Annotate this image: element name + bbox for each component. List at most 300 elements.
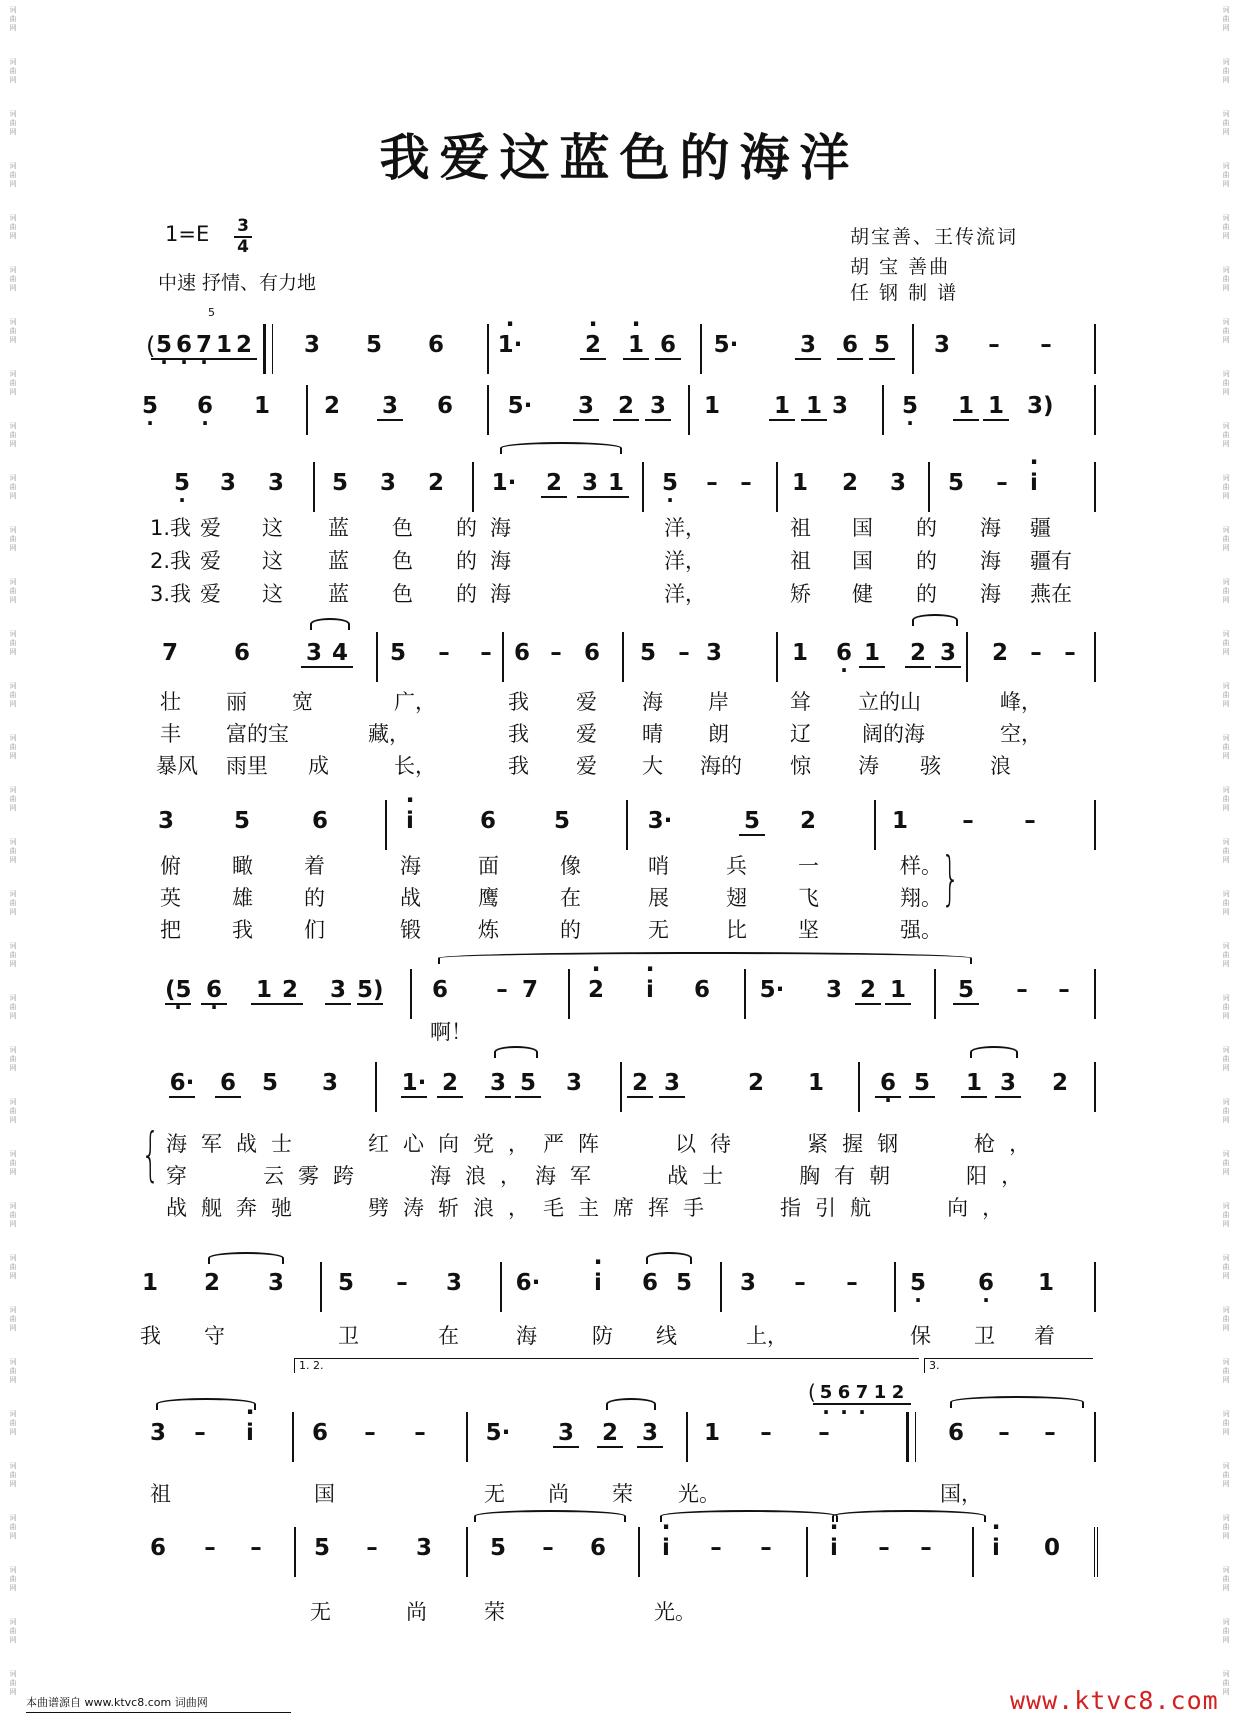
note: 2 xyxy=(231,332,257,360)
lyric-row9: 尚 xyxy=(548,1482,569,1506)
barline xyxy=(806,1527,808,1577)
note: – xyxy=(1016,977,1028,1003)
note: – xyxy=(878,1535,890,1561)
watermark-char: 曲 xyxy=(9,1471,17,1479)
watermark-char: 曲 xyxy=(9,847,17,855)
watermark-char: 词 xyxy=(1222,1306,1230,1314)
note: 3 xyxy=(573,393,599,421)
note: 3 xyxy=(553,1420,579,1448)
barline xyxy=(500,1262,502,1312)
note: – xyxy=(794,1270,806,1296)
watermark-char: 网 xyxy=(9,388,17,396)
slur xyxy=(310,618,350,630)
score-row xyxy=(0,393,1239,433)
note: – xyxy=(678,640,690,666)
watermark-char: 曲 xyxy=(1222,223,1230,231)
lyric-verse2: 洋， xyxy=(664,549,706,573)
watermark-char: 曲 xyxy=(9,535,17,543)
barline xyxy=(776,632,778,682)
watermark-char: 曲 xyxy=(1222,587,1230,595)
note: 2 xyxy=(905,640,931,668)
watermark-char: 曲 xyxy=(9,951,17,959)
barline xyxy=(487,324,489,374)
note: 2 xyxy=(627,1070,653,1098)
watermark-char: 词 xyxy=(9,474,17,482)
note: – xyxy=(996,470,1008,496)
time-signature xyxy=(234,218,252,256)
slur xyxy=(474,1510,626,1522)
lyric-verse3: 强。 xyxy=(900,918,942,942)
barline xyxy=(882,385,884,435)
note: 5 xyxy=(261,1070,278,1096)
note: 6 xyxy=(655,332,681,360)
watermark-char: 词 xyxy=(9,370,17,378)
lyric-verse3: 爱 xyxy=(576,754,597,778)
note: 3 xyxy=(739,1270,756,1296)
note: 1 xyxy=(251,977,277,1005)
note: 3 xyxy=(379,470,396,496)
watermark-char: 词 xyxy=(9,318,17,326)
barline xyxy=(487,385,489,435)
arranger-credit: 任 钢 制 谱 xyxy=(850,282,959,304)
watermark-char: 曲 xyxy=(9,1367,17,1375)
note: 6 · xyxy=(201,977,227,1005)
lyric-verse3: 的 xyxy=(456,582,477,606)
lyric-verse2: 藏， xyxy=(368,722,410,746)
lyric-row10: 无 xyxy=(310,1600,331,1624)
lyric-row9: 无 xyxy=(484,1482,505,1506)
lyric-row9: 国， xyxy=(940,1482,982,1506)
lyric-verse1: 爱 xyxy=(200,516,221,540)
note: – xyxy=(396,1270,408,1296)
lyric-verse1: 疆 xyxy=(1030,516,1051,540)
watermark-char: 曲 xyxy=(9,1107,17,1115)
watermark-char: 网 xyxy=(1222,180,1230,188)
lyric-verse3: 色 xyxy=(392,582,413,606)
watermark-char: 网 xyxy=(9,1168,17,1176)
note: 1 xyxy=(141,1270,158,1296)
time-top: 3 xyxy=(237,216,249,236)
watermark-char: 曲 xyxy=(1222,1471,1230,1479)
note: 1 xyxy=(791,470,808,496)
watermark-char: 曲 xyxy=(1222,1107,1230,1115)
note: 7 xyxy=(521,977,538,1003)
watermark-char: 词 xyxy=(1222,214,1230,222)
lyric-verse2: 丰 xyxy=(160,722,181,746)
watermark-char: 词 xyxy=(9,1098,17,1106)
watermark-char: 曲 xyxy=(9,379,17,387)
note: 5 · xyxy=(151,332,177,360)
barline xyxy=(776,462,778,512)
watermark-char: 词 xyxy=(1222,630,1230,638)
lyric-verse1: 的 xyxy=(916,516,937,540)
note: 1 xyxy=(703,393,720,419)
lyric-verse2: 国 xyxy=(852,549,873,573)
lyric-verse1: 壮 xyxy=(160,690,181,714)
watermark-char: 曲 xyxy=(9,795,17,803)
watermark-char: 词 xyxy=(9,578,17,586)
watermark-char: 网 xyxy=(9,1376,17,1384)
note: 5 xyxy=(331,470,348,496)
watermark-char: 网 xyxy=(9,1220,17,1228)
watermark-char: 词 xyxy=(1222,266,1230,274)
note: · 1 xyxy=(623,332,649,360)
watermark-char: 词 xyxy=(9,1046,17,1054)
watermark-char: 网 xyxy=(9,960,17,968)
note: 4 xyxy=(327,640,353,668)
lyric-verse2: 穿 云雾跨 海浪，海军 战士 胸有朝 阳， xyxy=(166,1164,1037,1188)
watermark-char: 网 xyxy=(1222,1168,1230,1176)
watermark-char: 网 xyxy=(1222,856,1230,864)
note: 5· xyxy=(485,1420,511,1446)
note: 5 xyxy=(337,1270,354,1296)
watermark-char: 词 xyxy=(1222,1150,1230,1158)
note: 6 xyxy=(693,977,710,1003)
watermark-char: 曲 xyxy=(9,691,17,699)
barline xyxy=(720,1262,722,1312)
note: · i xyxy=(637,977,663,1003)
watermark-char: 曲 xyxy=(1222,1367,1230,1375)
note: 7 · xyxy=(191,332,217,360)
note: 6 xyxy=(311,808,328,834)
watermark-char: 词 xyxy=(1222,786,1230,794)
watermark-char: 曲 xyxy=(1222,379,1230,387)
lyric-row8: 上， xyxy=(746,1324,788,1348)
lyric-verse1: 祖 xyxy=(790,516,811,540)
ah-lyric: 啊！ xyxy=(430,1020,472,1044)
lyric-verse3: 大 xyxy=(642,754,663,778)
watermark-char: 词 xyxy=(9,1462,17,1470)
watermark-char: 网 xyxy=(1222,544,1230,552)
barline xyxy=(934,969,936,1019)
watermark-char: 网 xyxy=(9,336,17,344)
repeat-sign xyxy=(263,324,273,374)
watermark-char: 网 xyxy=(1222,76,1230,84)
note: · i xyxy=(237,1420,263,1446)
note: 1 xyxy=(807,1070,824,1096)
watermark-char: 网 xyxy=(9,1532,17,1540)
lyric-verse1: 岸 xyxy=(708,690,729,714)
slur xyxy=(156,1398,256,1410)
note: – xyxy=(706,470,718,496)
watermark-char: 网 xyxy=(1222,804,1230,812)
note: 3 xyxy=(889,470,906,496)
lyric-verse1: 像 xyxy=(560,854,581,878)
watermark-char: 词 xyxy=(1222,1410,1230,1418)
watermark-char: 网 xyxy=(9,76,17,84)
note: 5 xyxy=(739,808,765,836)
watermark-char: 词 xyxy=(1222,1098,1230,1106)
note: 1 xyxy=(1037,1270,1054,1296)
watermark-char: 词 xyxy=(9,682,17,690)
lyric-row8: 海 xyxy=(516,1324,537,1348)
note: 3 xyxy=(267,1270,284,1296)
lyric-row10: 荣 xyxy=(484,1600,505,1624)
watermark-char: 曲 xyxy=(9,1055,17,1063)
note: · i xyxy=(983,1535,1009,1561)
note: 5 xyxy=(515,1070,541,1098)
barline xyxy=(700,324,702,374)
lyric-verse3: 3.我 xyxy=(150,582,192,606)
lyric-verse2: 这 xyxy=(262,549,283,573)
note: 1 xyxy=(891,808,908,834)
watermark-char: 曲 xyxy=(9,1159,17,1167)
lyric-verse1: 海 xyxy=(980,516,1001,540)
lyric-verse3: 炼 xyxy=(478,918,499,942)
note: 6 xyxy=(311,1420,328,1446)
watermark-char: 网 xyxy=(9,1584,17,1592)
barline xyxy=(1094,1527,1102,1577)
watermark-char: 网 xyxy=(9,232,17,240)
barline xyxy=(626,800,628,850)
barline xyxy=(688,385,690,435)
watermark-char: 曲 xyxy=(1222,1575,1230,1583)
watermark-char: 网 xyxy=(9,24,17,32)
lyric-verse2: 空， xyxy=(1000,722,1042,746)
lyric-verse1: 海 xyxy=(490,516,511,540)
barline xyxy=(294,1527,296,1577)
watermark-char: 词 xyxy=(1222,682,1230,690)
score-row xyxy=(0,1070,1239,1110)
watermark-char: 曲 xyxy=(1222,1159,1230,1167)
song-title: 我爱这蓝色的海洋 xyxy=(379,128,860,187)
watermark-char: 网 xyxy=(1222,1636,1230,1644)
watermark-char: 曲 xyxy=(9,171,17,179)
lyric-verse1: 俯 xyxy=(160,854,181,878)
watermark-char: 网 xyxy=(9,1064,17,1072)
note: – xyxy=(818,1420,830,1446)
lyric-row9: 光。 xyxy=(678,1482,720,1506)
watermark-char: 网 xyxy=(1222,128,1230,136)
watermark-char: 词 xyxy=(1222,370,1230,378)
note: – xyxy=(194,1420,206,1446)
watermark-char: 词 xyxy=(9,630,17,638)
lyric-verse3: 暴风 xyxy=(156,754,198,778)
note: 6 xyxy=(589,1535,606,1561)
note: 1 xyxy=(961,1070,987,1098)
lyric-verse3: 骇 xyxy=(920,754,941,778)
note: 5 xyxy=(365,332,382,358)
slur xyxy=(832,1510,986,1522)
watermark-char: 网 xyxy=(1222,1532,1230,1540)
lyric-verse2: 我 xyxy=(508,722,529,746)
barline xyxy=(686,1412,688,1462)
lyric-verse3: 洋， xyxy=(664,582,706,606)
lyric-verse2: 富的宝 xyxy=(226,722,289,746)
lyric-verse3: 爱 xyxy=(200,582,221,606)
barline xyxy=(375,1062,377,1112)
watermark-char: 词 xyxy=(1222,162,1230,170)
watermark-char: 曲 xyxy=(1222,1523,1230,1531)
slur xyxy=(500,442,622,454)
lyric-verse2: 飞 xyxy=(798,886,819,910)
barline xyxy=(313,462,315,512)
watermark-char: 曲 xyxy=(1222,483,1230,491)
score-row xyxy=(0,306,1239,372)
note: 6 xyxy=(947,1420,964,1446)
barline xyxy=(912,324,914,374)
note: 3 xyxy=(995,1070,1021,1098)
note: 5 · xyxy=(813,1382,839,1405)
watermark-char: 曲 xyxy=(1222,327,1230,335)
barline xyxy=(410,969,412,1019)
watermark-char: 词 xyxy=(9,110,17,118)
note: – xyxy=(550,640,562,666)
lyric-brace: } xyxy=(941,844,960,912)
note: 6 · xyxy=(875,1070,901,1098)
watermark-char: 词 xyxy=(1222,890,1230,898)
lyric-row10: 光。 xyxy=(654,1600,696,1624)
lyric-verse3: 蓝 xyxy=(328,582,349,606)
watermark-char: 曲 xyxy=(1222,951,1230,959)
slur xyxy=(912,614,958,626)
note: 2 xyxy=(1051,1070,1068,1096)
watermark-char: 曲 xyxy=(1222,1315,1230,1323)
watermark-char: 曲 xyxy=(1222,1003,1230,1011)
slur xyxy=(606,1398,656,1410)
watermark-char: 词 xyxy=(9,266,17,274)
watermark-char: 词 xyxy=(1222,1462,1230,1470)
barline xyxy=(1094,1062,1096,1112)
watermark-char: 网 xyxy=(1222,700,1230,708)
watermark-char: 网 xyxy=(9,856,17,864)
watermark-char: 网 xyxy=(1222,596,1230,604)
note: – xyxy=(962,808,974,834)
note: 3 xyxy=(303,332,320,358)
note: 3 xyxy=(321,1070,338,1096)
note: 5 xyxy=(953,977,979,1005)
watermark-char: 网 xyxy=(1222,1116,1230,1124)
lyric-verse1: 的 xyxy=(456,516,477,540)
barline xyxy=(744,969,746,1019)
lyric-verse2: 色 xyxy=(392,549,413,573)
note: 2 xyxy=(747,1070,764,1096)
note: 2 xyxy=(855,977,881,1005)
watermark-char: 曲 xyxy=(1222,171,1230,179)
slur xyxy=(438,952,972,964)
note: 7 xyxy=(161,640,178,666)
lyric-row8: 保 xyxy=(910,1324,931,1348)
lyric-row8: 卫 xyxy=(974,1324,995,1348)
note: – xyxy=(760,1535,772,1561)
note: 3 xyxy=(933,332,950,358)
barline xyxy=(622,632,624,682)
watermark-char: 词 xyxy=(9,1202,17,1210)
watermark-char: 曲 xyxy=(9,431,17,439)
watermark-char: 词 xyxy=(1222,1566,1230,1574)
note: 6 xyxy=(427,332,444,358)
lyric-verse2: 雄 xyxy=(232,886,253,910)
note: 1 xyxy=(211,332,237,360)
watermark-char: 网 xyxy=(1222,1688,1230,1696)
note: 1 xyxy=(859,640,885,668)
barline xyxy=(1094,324,1096,374)
note: 6 · xyxy=(831,640,857,666)
note: – xyxy=(1064,640,1076,666)
note: – xyxy=(988,332,1000,358)
watermark-char: 网 xyxy=(9,804,17,812)
watermark-char: 网 xyxy=(1222,1376,1230,1384)
lyric-verse1: 着 xyxy=(304,854,325,878)
lyric-verse2: 的 xyxy=(304,886,325,910)
watermark-char: 网 xyxy=(1222,284,1230,292)
watermark-char: 词 xyxy=(1222,838,1230,846)
lyric-verse3: 燕在 xyxy=(1030,582,1072,606)
note: – xyxy=(364,1420,376,1446)
note: 1 xyxy=(867,1382,893,1405)
barline xyxy=(928,462,930,512)
score-row xyxy=(0,977,1239,1017)
note: 1· xyxy=(491,470,517,496)
watermark-char: 网 xyxy=(9,440,17,448)
note: 6 xyxy=(641,1270,658,1296)
note: 2 xyxy=(597,1420,623,1448)
watermark-char: 曲 xyxy=(1222,431,1230,439)
note: 3 xyxy=(935,640,961,668)
watermark-char: 词 xyxy=(1222,110,1230,118)
watermark-char: 网 xyxy=(1222,440,1230,448)
lyricist-credit: 胡宝善、王传流词 xyxy=(850,226,1019,248)
watermark-char: 网 xyxy=(9,648,17,656)
note: 3 xyxy=(485,1070,511,1098)
watermark-char: 词 xyxy=(9,734,17,742)
watermark-char: 网 xyxy=(9,908,17,916)
watermark-char: 曲 xyxy=(9,1523,17,1531)
note: 2 xyxy=(541,470,567,498)
note: – xyxy=(998,1420,1010,1446)
lyric-verse3: 浪 xyxy=(990,754,1011,778)
lyric-verse3: 们 xyxy=(304,918,325,942)
lyric-verse1: 立的山 xyxy=(858,690,921,714)
note: 1 xyxy=(253,393,270,419)
barline xyxy=(320,1262,322,1312)
lyric-row8: 卫 xyxy=(338,1324,359,1348)
watermark-char: 词 xyxy=(1222,734,1230,742)
footer-logo: www.ktvc8.com xyxy=(1010,1686,1219,1715)
note: 3 xyxy=(415,1535,432,1561)
lyric-verse2: 海 xyxy=(490,549,511,573)
lyric-verse1: 兵 xyxy=(726,854,747,878)
lyric-verse3: 锻 xyxy=(400,918,421,942)
note: 5 · xyxy=(905,1270,931,1296)
note: · i xyxy=(1021,470,1047,496)
lyric-verse1: 样。 xyxy=(900,854,942,878)
lyric-verse1: 国 xyxy=(852,516,873,540)
note: – xyxy=(710,1535,722,1561)
lyric-verse2: 疆有 xyxy=(1030,549,1072,573)
watermark-char: 网 xyxy=(1222,960,1230,968)
barline xyxy=(620,1062,622,1112)
lyric-row8: 着 xyxy=(1034,1324,1055,1348)
note: 5 xyxy=(313,1535,330,1561)
watermark-char: 网 xyxy=(1222,752,1230,760)
slur xyxy=(646,1252,692,1264)
watermark-char: 词 xyxy=(9,1358,17,1366)
watermark-char: 网 xyxy=(1222,1428,1230,1436)
lyric-verse2: 在 xyxy=(560,886,581,910)
lyric-verse2: 爱 xyxy=(200,549,221,573)
lyric-verse2: 辽 xyxy=(790,722,811,746)
note: 6 xyxy=(431,977,448,1003)
watermark-char: 曲 xyxy=(9,119,17,127)
note: 1 xyxy=(801,393,827,421)
volta-3: 3. xyxy=(924,1358,1093,1373)
note: 2 xyxy=(991,640,1008,666)
note: 1 xyxy=(953,393,979,421)
barline xyxy=(1094,800,1096,850)
watermark-char: 曲 xyxy=(9,899,17,907)
note: – xyxy=(204,1535,216,1561)
